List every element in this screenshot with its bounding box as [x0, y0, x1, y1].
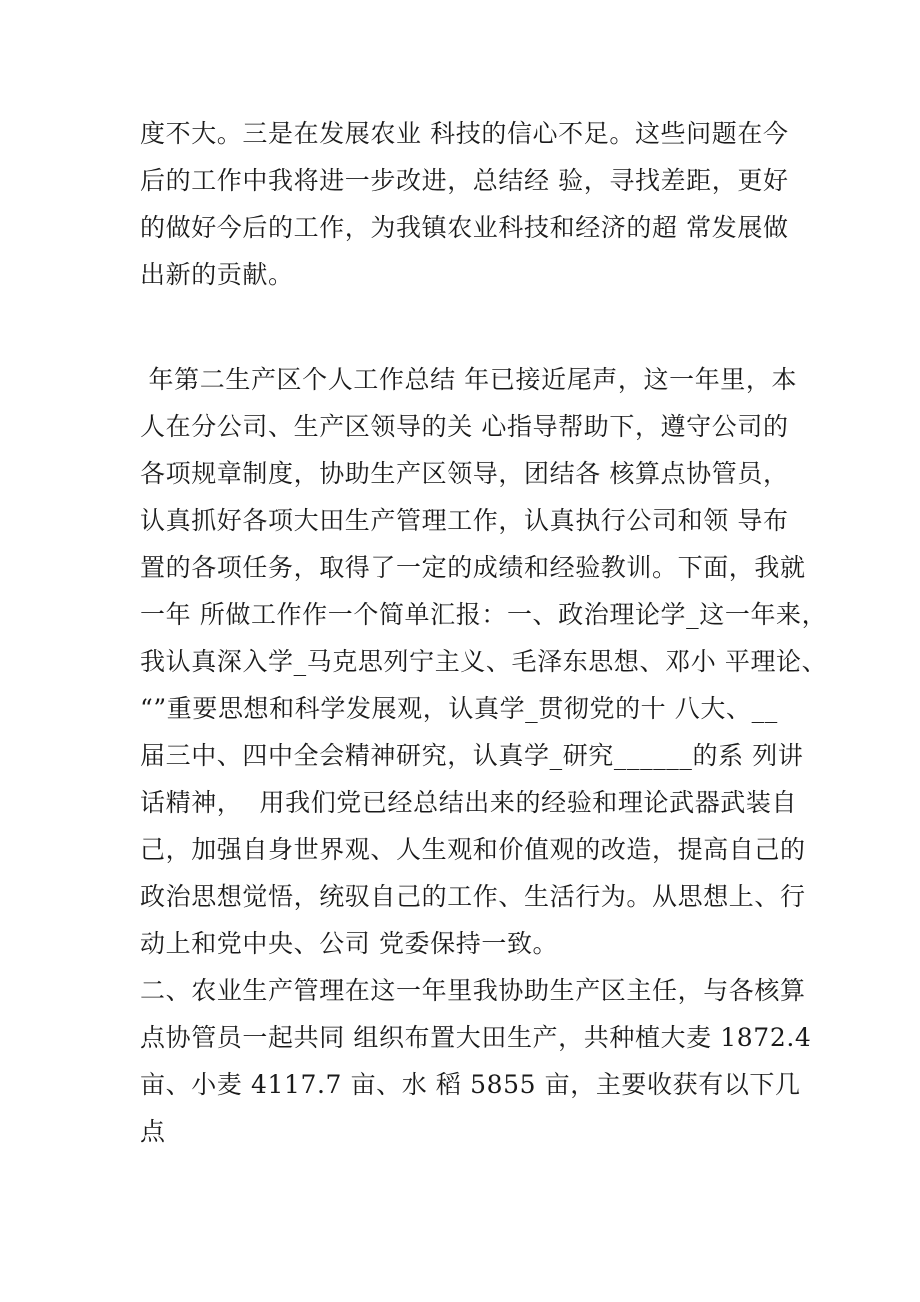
text-line: 动上和党中央、公司 党委保持一致。 — [140, 929, 559, 958]
text-line: 各项规章制度，协助生产区领导，团结各 核算点协管员， — [140, 459, 789, 488]
text-line: 点协管员一起共同 组织布置大田生产，共种植大麦 1872.4 — [140, 1023, 812, 1052]
text-line: 己，加强自身世界观、人生观和价值观的改造，提高自己的 — [140, 835, 806, 864]
text-line: 我认真深入学_马克思列宁主义、毛泽东思想、邓小 平理论、 — [140, 647, 828, 676]
text-line: 二、农业生产管理在这一年里我协助生产区主任，与各核算 — [140, 976, 806, 1005]
text-line: 人在分公司、生产区领导的关 心指导帮助下，遵守公司的 — [140, 412, 789, 441]
text-line: 出新的贡献。 — [140, 260, 294, 289]
text-line: 话精神， 用我们党已经总结出来的经验和理论武器武装自 — [140, 788, 798, 817]
text-line: 点 — [140, 1117, 166, 1146]
text-line: “”重要思想和科学发展观，认真学_贯彻党的十 八大、__ — [140, 694, 778, 723]
text-line: 认真抓好各项大田生产管理工作，认真执行公司和领 导布 — [140, 506, 789, 535]
text-line: 一年 所做工作作一个简单汇报：一、政治理论学_这一年来， — [140, 600, 828, 629]
text-line: 后的工作中我将进一步改进，总结经 验，寻找差距，更好 — [140, 166, 789, 195]
text-line: 度不大。三是在发展农业 科技的信心不足。这些问题在今 — [140, 119, 789, 148]
text-line: 届三中、四中全会精神研究，认真学_研究______的系 列讲 — [140, 741, 804, 770]
text-line: 年第二生产区个人工作总结 年已接近尾声，这一年里，本 — [140, 365, 798, 394]
text-line: 的做好今后的工作，为我镇农业科技和经济的超 常发展做 — [140, 213, 789, 242]
text-line: 置的各项任务，取得了一定的成绩和经验教训。下面，我就 — [140, 553, 806, 582]
text-line: 亩、小麦 4117.7 亩、水 稻 5855 亩，主要收获有以下几 — [140, 1070, 801, 1099]
text-line: 政治思想觉悟，统驭自己的工作、生活行为。从思想上、行 — [140, 882, 806, 911]
